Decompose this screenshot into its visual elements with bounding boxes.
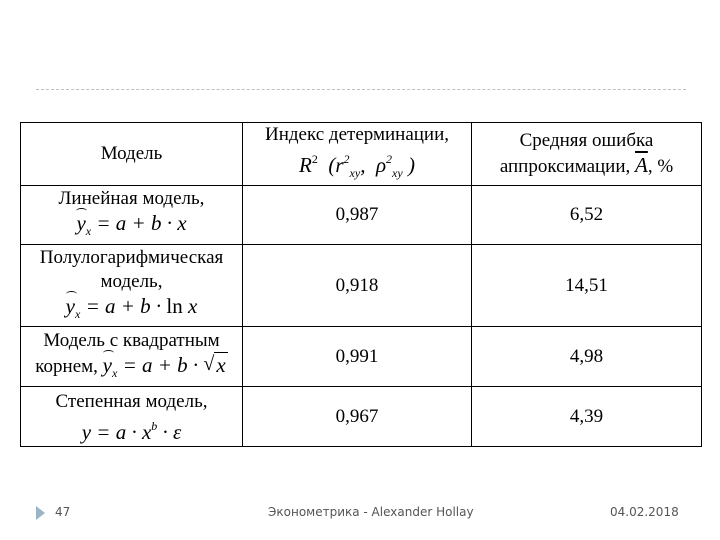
model-linear: [21, 186, 243, 245]
model-name: Линейная модель,: [58, 188, 205, 209]
model-semilog: [21, 245, 243, 327]
model-power: [21, 387, 243, 447]
table-row: [21, 387, 702, 447]
table-row: [21, 186, 702, 245]
footer-date: 04.02.2018: [610, 505, 679, 519]
header-model: [21, 123, 243, 186]
footer-title: Эконометрика - Alexander Hollay: [268, 505, 474, 519]
model-formula: $y = a \cdot x^b \cdot \varepsilon$: [81, 418, 182, 444]
header-determination-label: Индекс детерминации,: [264, 124, 450, 145]
error-value: 14,51: [472, 245, 702, 327]
r2-value: 0,987: [243, 186, 472, 245]
r2-value: 0,967: [243, 387, 472, 447]
page-number: 47: [55, 505, 71, 519]
model-sqrt: [21, 327, 243, 387]
error-value: 4,98: [472, 327, 702, 387]
header-error: [472, 123, 702, 186]
r2-value: 0,918: [243, 245, 472, 327]
error-value: 4,39: [472, 387, 702, 447]
header-error-formula: аппроксимации, $\overline{A}$, %: [499, 153, 674, 177]
table-row: [21, 327, 702, 387]
model-name-2: корнем,: [35, 355, 98, 377]
model-formula: $y_x = a + b \cdot \ln x$: [65, 293, 198, 321]
model-name: Полулогарифмическая: [39, 246, 224, 268]
header-error-label: Средняя ошибка: [519, 130, 654, 151]
error-value: 6,52: [472, 186, 702, 245]
model-name: Модель с квадратным: [43, 329, 220, 351]
header-determination: [243, 123, 472, 186]
model-name: Степенная модель,: [55, 390, 208, 412]
table-header-row: [21, 123, 702, 186]
model-formula: $y_x = a + b$ · √ x: [102, 352, 226, 380]
header-determination-formula: $R^2$ ($r^2_{xy}$, $\rho^2_{xy}$ ): [299, 152, 415, 180]
page-marker-icon: [36, 506, 45, 520]
table-row: [21, 245, 702, 327]
header-divider: [36, 89, 686, 90]
models-table: [20, 122, 702, 447]
model-formula: $y_x = a + b \cdot x$: [76, 211, 187, 238]
r2-value: 0,991: [243, 327, 472, 387]
model-name-2: модель,: [100, 270, 163, 292]
header-model-label: Модель: [100, 143, 163, 164]
